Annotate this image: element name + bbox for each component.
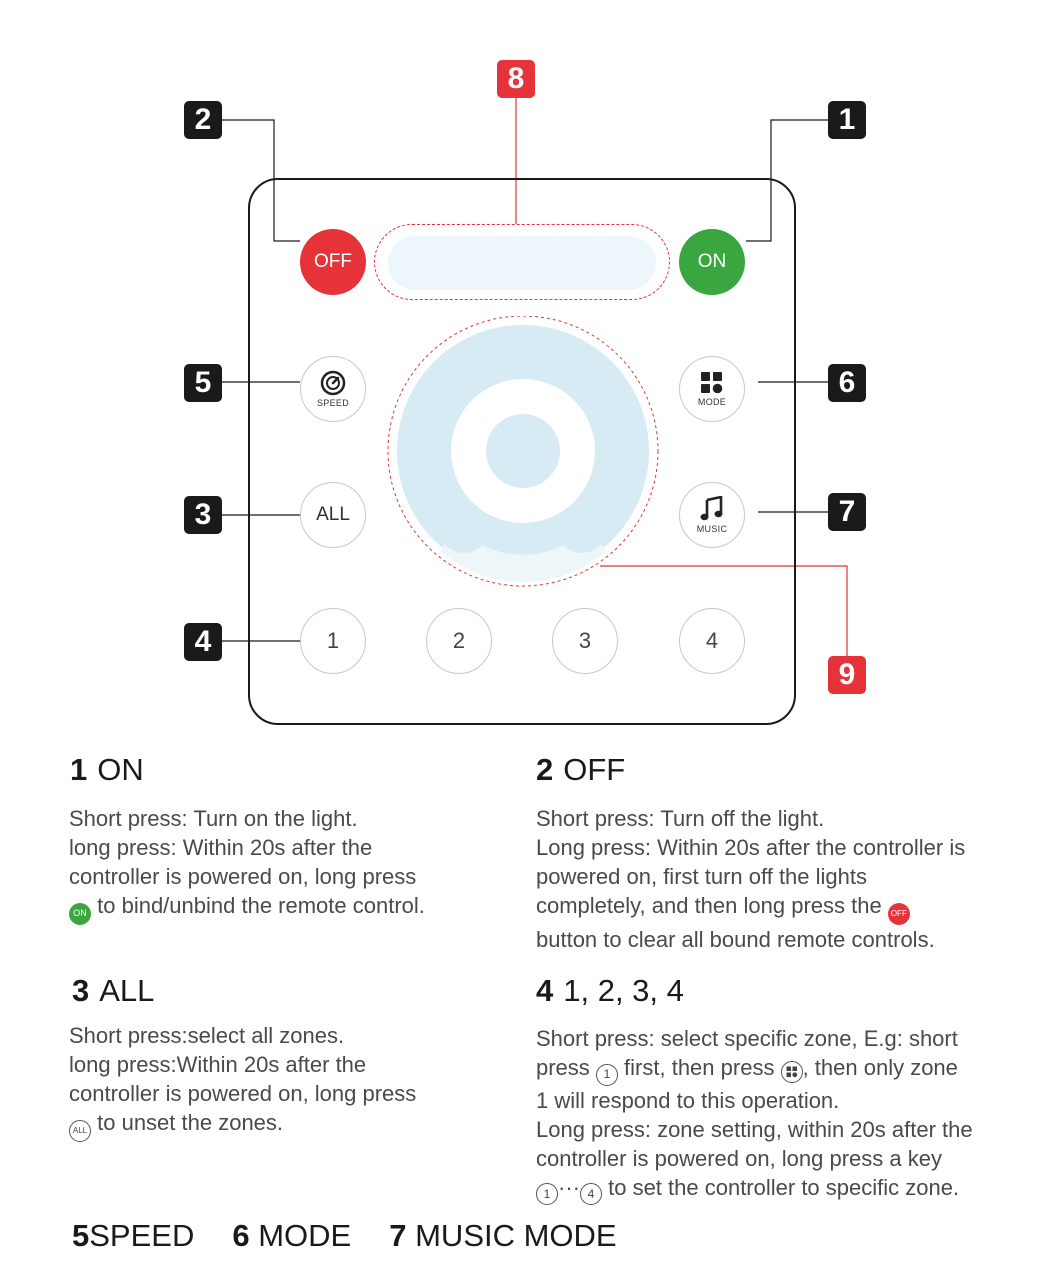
zone-2-button[interactable] [426,608,492,674]
section-on-text [69,804,425,925]
callout-badge-7: 7 [828,493,866,531]
music-button-label: MUSIC [696,524,728,534]
callout-badge-5: 5 [184,364,222,402]
speed-title: SPEED [89,1218,195,1253]
text-line: long press: Within 20s after the [69,835,373,860]
text-line: completely, and then long press the [536,893,882,918]
section-off-text [536,804,965,954]
zone-3-label: 3 [578,628,592,653]
all-button-label: ALL [316,504,350,525]
off-button-label: OFF [314,251,352,272]
zone-4-label: 4 [705,628,719,653]
section-all-heading [72,973,154,1009]
on-inline-icon: ON [69,903,91,925]
text-line: Short press: select specific zone, E.g: short [536,1026,958,1051]
all-inline-icon: ALL [69,1120,91,1142]
text-line-with-icon [69,1108,416,1142]
text-line: powered on, first turn off the lights [536,864,867,889]
display-strip [388,236,656,290]
text-line-with-icons [536,1053,973,1086]
mode-inline-icon [781,1061,803,1083]
zone-1-inline-icon: 1 [536,1183,558,1205]
zone-4-inline-icon: 4 [580,1183,602,1205]
speed-button[interactable] [300,356,366,422]
text-line: button to clear all bound remote controls. [536,926,935,952]
color-wheel[interactable] [384,316,662,594]
music-mode-number: 7 [389,1218,407,1253]
section-zones-text [536,1024,973,1205]
zone-4-button[interactable] [679,608,745,674]
zone-1-inline-icon: 1 [596,1064,618,1086]
text-line: long press:Within 20s after the [69,1052,367,1077]
mode-number: 6 [232,1218,250,1253]
callout-badge-4: 4 [184,623,222,661]
text-line-with-icon [536,891,965,925]
zone-1-label: 1 [326,628,340,653]
speed-number: 5 [72,1218,90,1253]
zone-2-label: 2 [452,628,466,653]
text-fragment: to set the controller to specific zone. [608,1174,960,1200]
section-off-number: 2 [536,752,554,787]
text-line-with-icon [69,891,425,925]
section-all-title: ALL [99,973,155,1008]
text-line: Short press:select all zones. [69,1023,345,1048]
section-on-title: ON [97,752,144,787]
off-button[interactable] [300,229,366,295]
bottom-headings [72,1218,617,1254]
section-all-number: 3 [72,973,90,1008]
section-zones-heading [536,973,684,1009]
section-on-number: 1 [70,752,88,787]
ellipsis: ··· [558,1174,580,1200]
off-inline-icon: OFF [888,903,910,925]
section-off-heading [536,752,625,788]
music-note-icon [699,496,725,522]
text-line: to unset the zones. [97,1110,284,1135]
section-zones-title: 1, 2, 3, 4 [563,973,684,1008]
zone-3-button[interactable] [552,608,618,674]
speed-gauge-icon [320,370,346,396]
music-button[interactable] [679,482,745,548]
text-line: Long press: Within 20s after the controller is [536,835,966,860]
callout-badge-2: 2 [184,101,222,139]
mode-grid-icon [700,371,724,395]
on-button-label: ON [697,251,727,272]
section-on-heading [70,752,144,788]
all-button[interactable] [300,482,366,548]
text-line: controller is powered on, long press [69,864,417,889]
text-line: controller is powered on, long press [69,1081,417,1106]
zone-1-button[interactable] [300,608,366,674]
section-zones-number: 4 [536,973,554,1008]
text-line-with-icons [536,1173,973,1206]
mode-title: MODE [258,1218,352,1253]
text-line: Long press: zone setting, within 20s after the [536,1116,973,1142]
music-mode-title: MUSIC MODE [415,1218,617,1253]
section-off-title: OFF [563,752,626,787]
speed-button-label: SPEED [316,398,349,408]
section-all-text [69,1021,416,1142]
text-fragment: , then only zone [802,1055,958,1080]
text-line: Short press: Turn off the light. [536,806,825,831]
mode-button[interactable] [679,356,745,422]
text-line: 1 will respond to this operation. [536,1087,840,1113]
callout-badge-8: 8 [497,60,535,98]
mode-button-label: MODE [697,397,727,407]
text-line: controller is powered on, long press a key [536,1145,942,1171]
text-fragment: first, then press [624,1055,775,1080]
on-button[interactable] [679,229,745,295]
callout-badge-1: 1 [828,101,866,139]
text-line: to bind/unbind the remote control. [97,893,425,918]
callout-badge-6: 6 [828,364,866,402]
text-fragment: press [536,1055,590,1080]
callout-badge-9: 9 [828,656,866,694]
callout-badge-3: 3 [184,496,222,534]
text-line: Short press: Turn on the light. [69,806,358,831]
